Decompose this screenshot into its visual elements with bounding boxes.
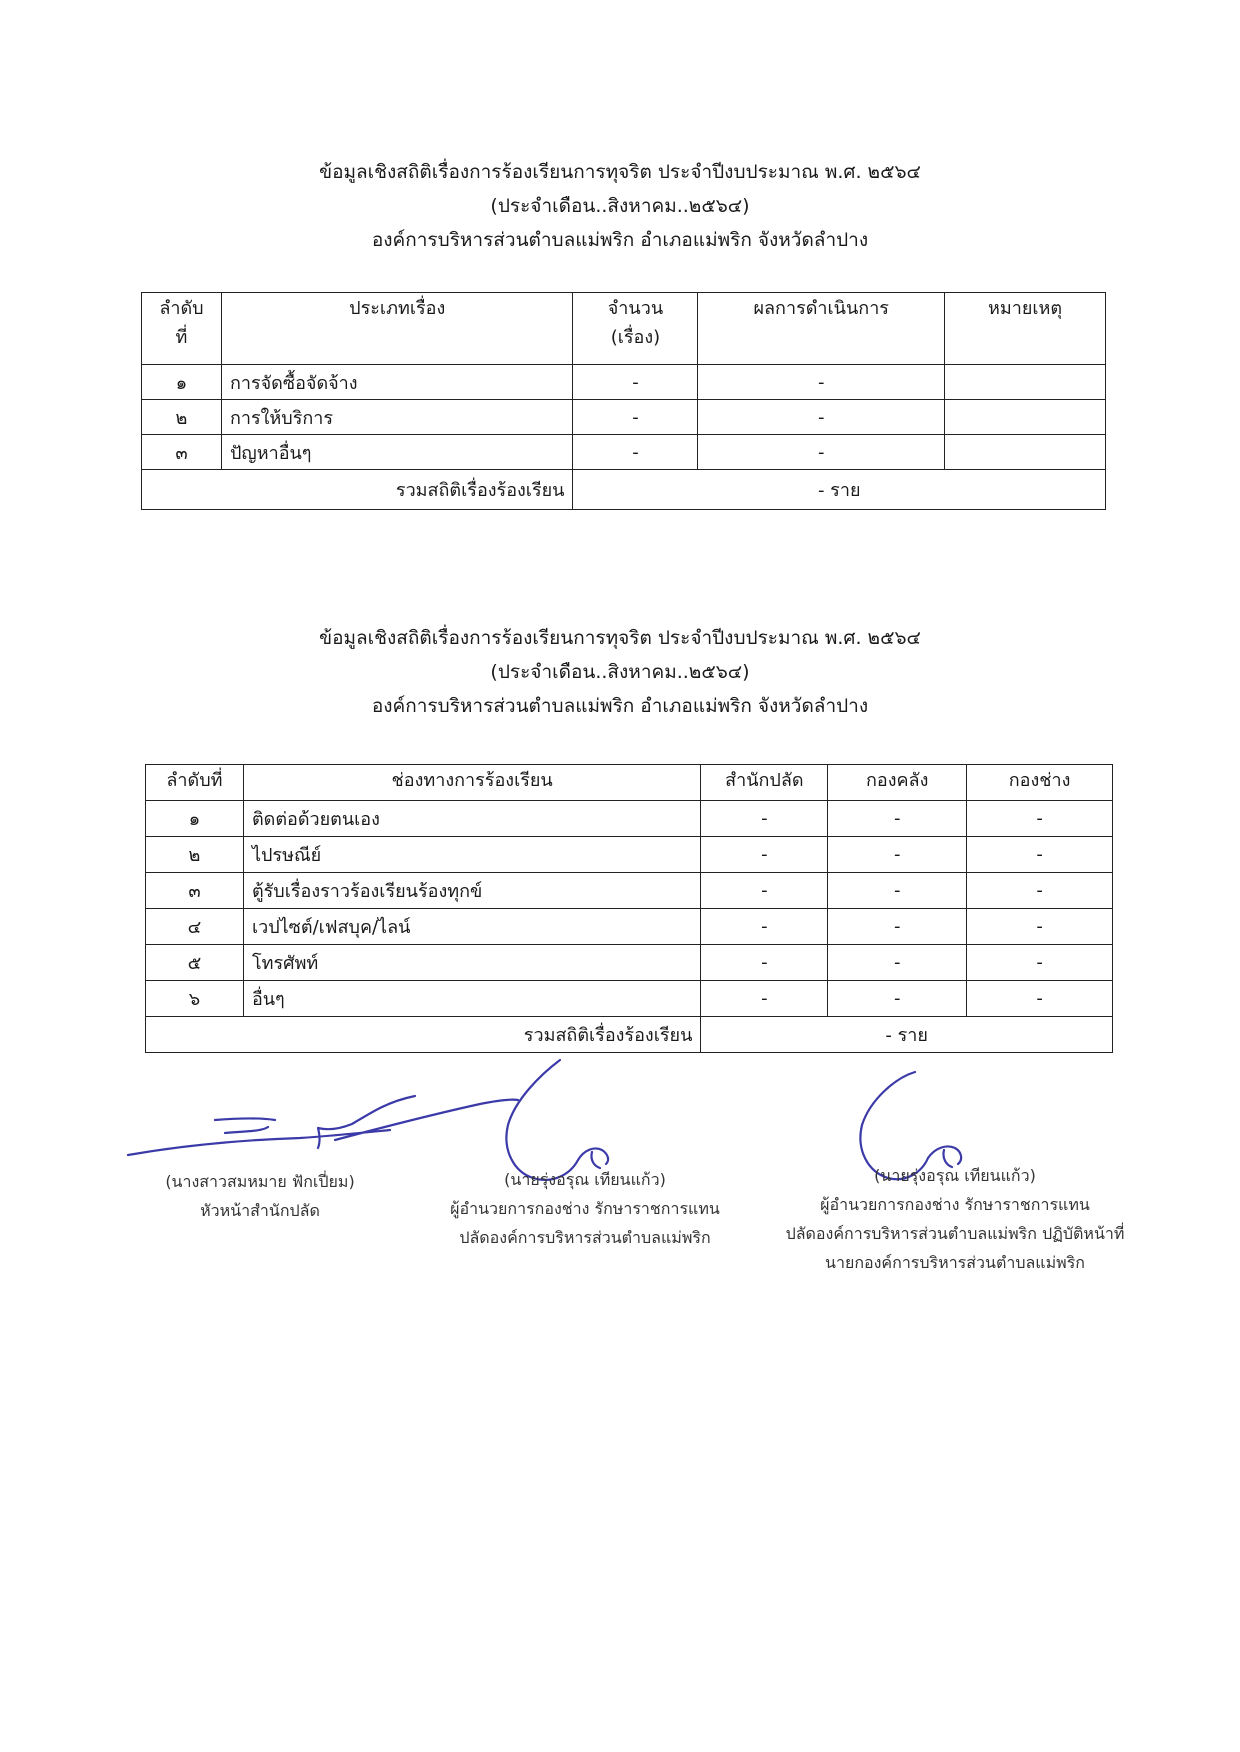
signer-name: (นายรุ่งอรุณ เทียนแก้ว) [874, 1166, 1036, 1185]
column-header-count-line1: จำนวน [607, 298, 664, 319]
section1-organization: องค์การบริหารส่วนตำบลแม่พริก อำเภอแม่พริก จังหวัดลำปาง [371, 229, 869, 251]
section2-organization: องค์การบริหารส่วนตำบลแม่พริก อำเภอแม่พริก จังหวัดลำปาง [371, 695, 869, 717]
row-result: - [698, 400, 945, 435]
row-channel: ติดต่อด้วยตนเอง [243, 801, 700, 837]
signature-block-1 [135, 1167, 385, 1225]
row-channel: อื่นๆ [243, 981, 700, 1017]
row-channel: ตู้รับเรื่องราวร้องเรียนร้องทุกข์ [243, 873, 700, 909]
row-finance: - [828, 837, 967, 873]
section2-title: ข้อมูลเชิงสถิติเรื่องการร้องเรียนการทุจริต ประจำปีงบประมาณ พ.ศ. ๒๕๖๔ [319, 627, 921, 649]
signer-position: ปลัดองค์การบริหารส่วนตำบลแม่พริก ปฏิบัติหน้าที่ [785, 1224, 1125, 1243]
row-count: - [573, 400, 698, 435]
row-result: - [698, 365, 945, 400]
total-value: - ราย [573, 470, 1106, 510]
signer-position: ผู้อำนวยการกองช่าง รักษาราชการแทน [820, 1195, 1090, 1214]
section1-period: (ประจำเดือน..สิงหาคม..๒๕๖๔) [490, 195, 750, 217]
row-no: ๒ [146, 837, 244, 873]
section2-period: (ประจำเดือน..สิงหาคม..๒๕๖๔) [490, 661, 750, 683]
row-office: - [701, 945, 828, 981]
row-no: ๖ [146, 981, 244, 1017]
column-header-engineering: กองช่าง [967, 765, 1113, 801]
row-engineering: - [967, 981, 1113, 1017]
column-header-result: ผลการดำเนินการ [698, 293, 945, 365]
row-count: - [573, 435, 698, 470]
row-engineering: - [967, 873, 1113, 909]
column-header-no-line2: ที่ [175, 327, 188, 348]
row-office: - [701, 837, 828, 873]
signature-2-scribble [506, 1060, 608, 1180]
signature-block-3 [745, 1161, 1165, 1277]
row-office: - [701, 909, 828, 945]
row-no: ๓ [146, 873, 244, 909]
row-engineering: - [967, 837, 1113, 873]
signature-1-scribble [128, 1096, 518, 1155]
row-engineering: - [967, 945, 1113, 981]
column-header-remark: หมายเหตุ [945, 293, 1106, 365]
row-finance: - [828, 945, 967, 981]
row-finance: - [828, 981, 967, 1017]
signer-position: หัวหน้าสำนักปลัด [200, 1201, 320, 1220]
row-no: ๓ [142, 435, 222, 470]
section1-title: ข้อมูลเชิงสถิติเรื่องการร้องเรียนการทุจริต ประจำปีงบประมาณ พ.ศ. ๒๕๖๔ [319, 161, 921, 183]
row-finance: - [828, 873, 967, 909]
row-no: ๕ [146, 945, 244, 981]
row-no: ๑ [142, 365, 222, 400]
row-channel: ไปรษณีย์ [243, 837, 700, 873]
signer-position: นายกองค์การบริหารส่วนตำบลแม่พริก [825, 1253, 1085, 1272]
signer-position: ปลัดองค์การบริหารส่วนตำบลแม่พริก [459, 1228, 711, 1247]
row-engineering: - [967, 801, 1113, 837]
total-value: - ราย [701, 1017, 1113, 1053]
row-office: - [701, 801, 828, 837]
column-header-finance: กองคลัง [828, 765, 967, 801]
row-channel: เวปไซต์/เฟสบุค/ไลน์ [243, 909, 700, 945]
column-header-no-line1: ลำดับ [159, 298, 204, 319]
signer-position: ผู้อำนวยการกองช่าง รักษาราชการแทน [450, 1199, 720, 1218]
row-finance: - [828, 909, 967, 945]
row-finance: - [828, 801, 967, 837]
row-office: - [701, 873, 828, 909]
row-channel: โทรศัพท์ [243, 945, 700, 981]
row-no: ๑ [146, 801, 244, 837]
signature-block-2 [420, 1165, 750, 1252]
row-office: - [701, 981, 828, 1017]
row-type: การให้บริการ [221, 400, 573, 435]
column-header-office: สำนักปลัด [701, 765, 828, 801]
row-result: - [698, 435, 945, 470]
row-engineering: - [967, 909, 1113, 945]
row-type: การจัดซื้อจัดจ้าง [221, 365, 573, 400]
row-no: ๔ [146, 909, 244, 945]
row-type: ปัญหาอื่นๆ [221, 435, 573, 470]
signer-name: (นายรุ่งอรุณ เทียนแก้ว) [504, 1170, 666, 1189]
row-count: - [573, 365, 698, 400]
column-header-no: ลำดับที่ [146, 765, 244, 801]
column-header-channel: ช่องทางการร้องเรียน [243, 765, 700, 801]
column-header-count-line2: (เรื่อง) [610, 327, 661, 348]
total-label: รวมสถิติเรื่องร้องเรียน [142, 470, 573, 510]
total-label: รวมสถิติเรื่องร้องเรียน [146, 1017, 701, 1053]
row-no: ๒ [142, 400, 222, 435]
column-header-type: ประเภทเรื่อง [221, 293, 573, 365]
signer-name: (นางสาวสมหมาย ฟักเปี่ยม) [165, 1172, 355, 1191]
